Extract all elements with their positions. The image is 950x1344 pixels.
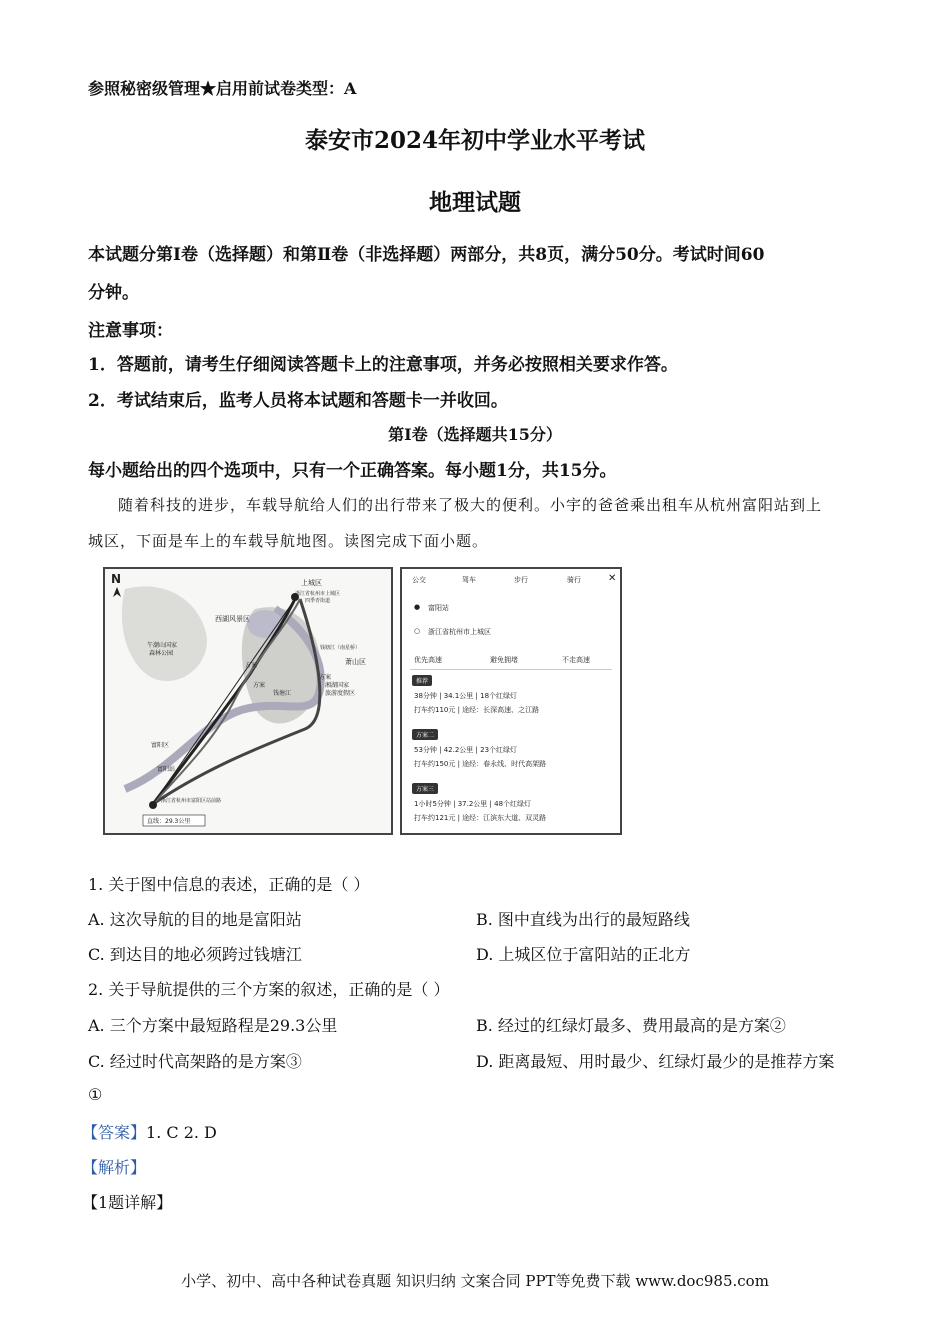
destination-field[interactable]: 浙江省杭州市上城区 [428,628,491,636]
north-arrow-icon [113,587,121,597]
section-title: 第Ⅰ卷（选择题共15分） [388,425,562,444]
map-label-resort: 旅游度假区 [325,690,356,697]
origin-dot-icon: ● [414,603,421,611]
q2-option-d: D. 距离最短、用时最少、红绿灯最少的是推荐方案 [476,1052,835,1071]
q1-option-c: C. 到达目的地必须跨过钱塘江 [88,945,302,964]
map-label-xiaoshan: 萧山区 [345,658,366,666]
map-label-fuchun: 富阳区 [151,742,170,749]
map-label-forest: 森林公园 [149,650,174,657]
answer-text: 1. C 2. D [146,1123,217,1142]
map-terrain [122,586,207,681]
plan-2-stats: 53分钟 | 42.2公里 | 23个红绿灯 [414,746,518,754]
map-label-plan-c: 方案 [253,682,266,689]
navigation-map [103,567,393,835]
subject-title: 地理试题 [429,189,521,216]
q2-option-d-cont: ① [88,1085,103,1104]
q2-option-c: C. 经过时代高架路的是方案③ [88,1052,302,1071]
plan-recommend-badge[interactable]: 推荐 [412,675,432,686]
map-label-qiantang: 钱塘江 [273,690,292,697]
map-label-shangcheng: 上城区 [301,579,322,587]
analysis-tag: 【解析】 [82,1158,147,1177]
map-label-wuyun: 午潮山国家 [147,642,178,649]
q2-option-a: A. 三个方案中最短路程是29.3公里 [88,1016,338,1035]
map-label-xihu: 西湖风景区 [215,615,250,623]
intro-line-2: 分钟。 [88,283,139,303]
section-instruction: 每小题给出的四个选项中，只有一个正确答案。每小题1分，共15分。 [88,461,617,481]
q1-stem: 1. 关于图中信息的表述，正确的是（ ） [88,875,370,894]
passage-line-1: 随着科技的进步，车载导航给人们的出行带来了极大的便利。小宇的爸爸乘出租车从杭州富阳站到上 [118,496,823,514]
destination-dot-icon: ○ [414,627,421,635]
tab-drive[interactable]: 驾车 [462,576,476,584]
plan-3-stats: 1小时5分钟 | 37.2公里 | 48个红绿灯 [414,800,532,808]
navigation-panel [400,567,622,835]
passage-line-2: 城区，下面是车上的车载导航地图。读图完成下面小题。 [88,532,489,550]
north-arrow: N [111,572,122,586]
plan-2-badge[interactable]: 方案二 [412,729,438,740]
answer-line [82,1120,217,1143]
close-icon[interactable]: ✕ [608,573,617,584]
divider [410,669,612,670]
origin-marker [149,801,157,809]
pref-no-highway[interactable]: 不走高速 [562,656,590,664]
answer-tag: 【答案】 [82,1123,147,1142]
notes-item-1: 1．答题前，请考生仔细阅读答题卡上的注意事项，并务必按照相关要求作答。 [88,355,678,375]
plan-3-badge[interactable]: 方案三 [412,783,438,794]
plan-recommend-stats: 38分钟 | 34.1公里 | 18个红绿灯 [414,692,518,700]
tab-walk[interactable]: 步行 [514,576,528,584]
map-label-crossing: 钱塘江（南星桥） [320,645,361,651]
pref-highway[interactable]: 优先高速 [414,656,442,664]
plan-2-detail: 打车约150元 | 途经：春永线、时代高架路 [414,760,547,768]
map-svg [105,569,391,833]
notes-heading: 注意事项： [88,321,173,341]
tab-ride[interactable]: 骑行 [567,576,581,584]
map-label-xianghu: 湘湖国家 [325,682,350,689]
tab-bus[interactable]: 公交 [412,576,426,584]
plan-3-detail: 打车约121元 | 途经：江滨东大道、双灵路 [414,814,547,822]
intro-line-1: 本试题分第Ⅰ卷（选择题）和第Ⅱ卷（非选择题）两部分，共8页，满分50分。考试时间60 [88,245,765,265]
secret-level-line: 参照秘密级管理★启用前试卷类型：A [88,79,357,98]
map-distance-label: 直线：29.3公里 [147,818,191,825]
map-label-plan-b: 方案 [319,674,332,681]
notes-item-2: 2．考试结束后，监考人员将本试题和答题卡一并收回。 [88,391,508,411]
map-label-dest-addr: 浙江省杭州市上城区 [295,591,341,597]
q2-option-b: B. 经过的红绿灯最多、费用最高的是方案② [476,1016,786,1035]
footer-text: 小学、初中、高中各种试卷真题 知识归纳 文案合同 PPT等免费下载 www.doc985.com [181,1272,769,1290]
q1-option-b: B. 图中直线为出行的最短路线 [476,910,690,929]
map-label-fuyang-station: 富阳站 [157,766,176,773]
map-label-plan-a: 方案 [245,662,258,669]
map-label-dest-street: 四季青街道 [305,598,331,604]
exam-title: 泰安市2024年初中学业水平考试 [304,127,645,154]
map-label-origin-addr: 浙江省杭州市富阳区站前路 [161,798,222,804]
q1-option-d: D. 上城区位于富阳站的正北方 [476,945,691,964]
plan-recommend-detail: 打车约110元 | 途经：长深高速、之江路 [414,706,540,714]
q1-option-a: A. 这次导航的目的地是富阳站 [88,910,302,929]
q2-stem: 2. 关于导航提供的三个方案的叙述，正确的是（ ） [88,980,450,999]
pref-avoid-jam[interactable]: 避免拥堵 [490,656,518,664]
origin-field[interactable]: 富阳站 [428,604,449,612]
detail-tag: 【1题详解】 [82,1193,173,1212]
